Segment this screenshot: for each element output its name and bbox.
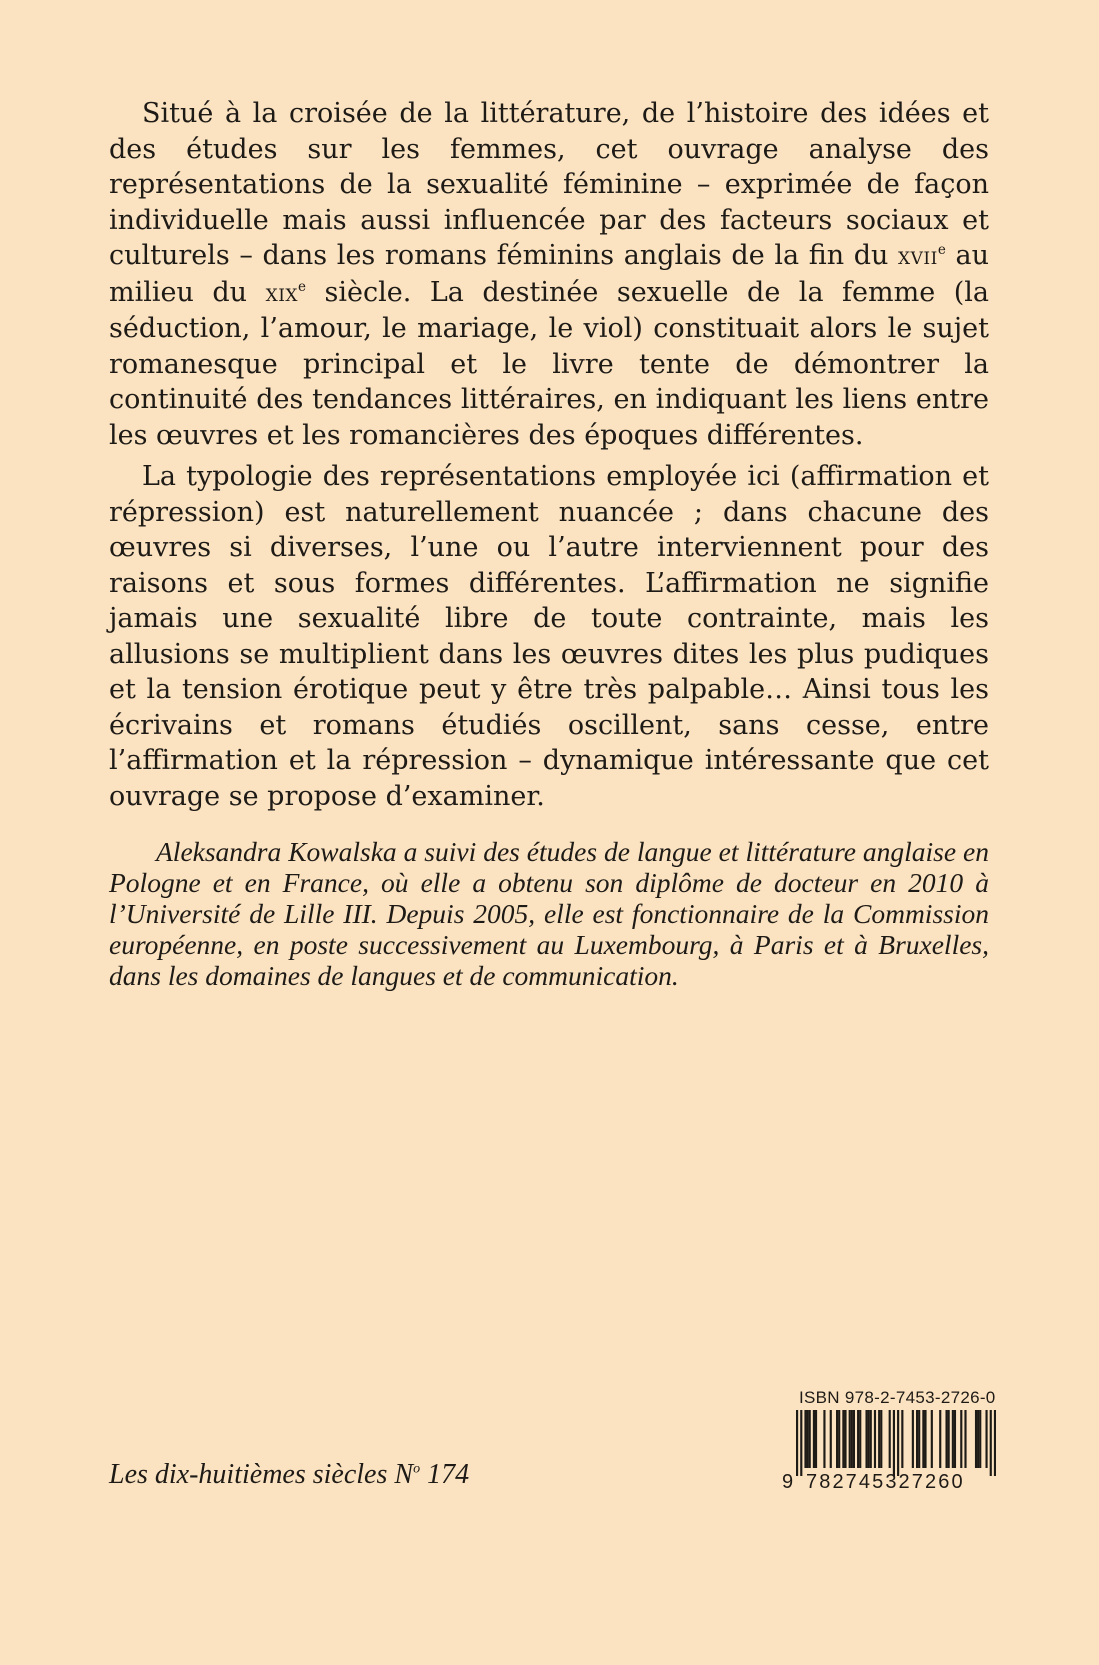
barcode-bar (796, 1410, 798, 1476)
barcode-bar (838, 1410, 840, 1468)
barcode-bar (924, 1410, 926, 1468)
barcode-bar (857, 1410, 859, 1468)
barcode-bar (830, 1410, 832, 1468)
barcode-bar (836, 1410, 838, 1468)
barcode-bar (849, 1410, 851, 1468)
barcode-bar (990, 1410, 992, 1476)
barcode-digits-rest: 782745327260 (806, 1471, 965, 1493)
century-xvii-sup: e (937, 242, 946, 258)
barcode-bar (809, 1410, 811, 1468)
barcode-bar (931, 1410, 933, 1468)
series-line (109, 1458, 469, 1492)
barcode-bar (960, 1410, 962, 1468)
series-number: 174 (427, 1459, 470, 1490)
barcode-bar (897, 1410, 899, 1476)
barcode-bar (842, 1410, 844, 1468)
barcode-bar (844, 1410, 846, 1468)
barcode-bar (807, 1410, 809, 1468)
barcode-bar (878, 1410, 880, 1468)
barcode-bar (979, 1410, 981, 1468)
barcode-bar (977, 1410, 979, 1468)
barcode-bar (918, 1410, 920, 1468)
barcode-bar (870, 1410, 872, 1468)
barcode-bar (859, 1410, 861, 1468)
barcode-bar (823, 1410, 825, 1468)
century-xvii: xvii (898, 242, 938, 270)
barcode-bar (916, 1410, 918, 1468)
barcode-bars (796, 1410, 996, 1476)
author-bio: Aleksandra Kowalska a suivi des études de langue et littérature anglaise en Pologne et en France, où elle a obtenu son diplôme de docteur en 2010 à l’Université de Lille III. Depuis 2005, elle est fonctionnaire de la Commission européenne, en poste successivement au Luxembourg, à Paris et à Bruxelles, dans les domaines de langues et de communication. (109, 836, 989, 991)
barcode-bar (865, 1410, 867, 1468)
barcode-bar (964, 1410, 966, 1468)
barcode-bar (800, 1410, 802, 1476)
century-xix: xix (265, 278, 299, 307)
barcode-bar (948, 1410, 950, 1468)
barcode-bar (804, 1410, 806, 1468)
barcode-bar (889, 1410, 891, 1468)
barcode-bar (893, 1410, 895, 1476)
barcode-bar (939, 1410, 941, 1468)
summary-text-a: Situé à la croisée de la littérature, de l’histoire des idées et des études sur les femmes, cet ouvrage analyse des représentations de la sexualité féminine – exprimée de façon individuelle mais aussi influencée par des facteurs sociaux et culturels – dans les romans féminins anglais de la fin du (109, 98, 989, 271)
series-ordinal: o (413, 1461, 421, 1477)
barcode-bar (945, 1410, 947, 1468)
isbn-barcode (782, 1388, 1010, 1496)
series-title: Les dix-huitièmes siècles N (109, 1459, 414, 1490)
barcode-bar (952, 1410, 954, 1468)
century-xix-sup: e (298, 278, 307, 295)
barcode-bar (868, 1410, 870, 1468)
barcode-bar (954, 1410, 956, 1468)
barcode-bar (853, 1410, 855, 1468)
barcode-bar (975, 1410, 977, 1468)
barcode-bar (994, 1410, 996, 1476)
barcode-bar (874, 1410, 876, 1468)
barcode-bar (922, 1410, 924, 1468)
summary-paragraph-1 (109, 96, 989, 453)
summary-text-b: au milieu du (109, 240, 989, 308)
summary-text-c: siècle. La destinée sexuelle de la femme (la séduction, l’amour, le mariage, le viol) constituait alors le sujet romanesque principal et le livre tente de démontrer la continuité des tendances littéraires, en indiquant les liens entre les œuvres et les romancières des époques différentes. (109, 276, 989, 451)
summary-paragraph-2: La typologie des représentations employée ici (affirmation et répression) est naturellement nuancée ; dans chacune des œuvres si diverses, l’une ou l’autre interviennent pour des raisons et sous formes différentes. L’affirmation ne signifie jamais une sexualité libre de toute contrainte, mais les allusions se multiplient dans les œuvres dites les plus pudiques et la tension érotique peut y être très palpable… Ainsi tous les écrivains et romans étudiés oscillent, sans cesse, entre l’affirmation et la répression – dynamique intéressante que cet ouvrage se propose d’examiner. (109, 461, 989, 812)
back-cover-summary (109, 96, 989, 814)
barcode-bar (880, 1410, 882, 1468)
barcode-bar (901, 1410, 903, 1468)
barcode-bar (912, 1410, 914, 1468)
barcode-bar (851, 1410, 853, 1468)
barcode-bar (815, 1410, 817, 1468)
barcode-digit-first: 9 (782, 1471, 794, 1493)
barcode-bar (985, 1410, 987, 1468)
barcode-bar (813, 1410, 815, 1468)
isbn-label: ISBN 978-2-7453-2726-0 (799, 1388, 996, 1407)
